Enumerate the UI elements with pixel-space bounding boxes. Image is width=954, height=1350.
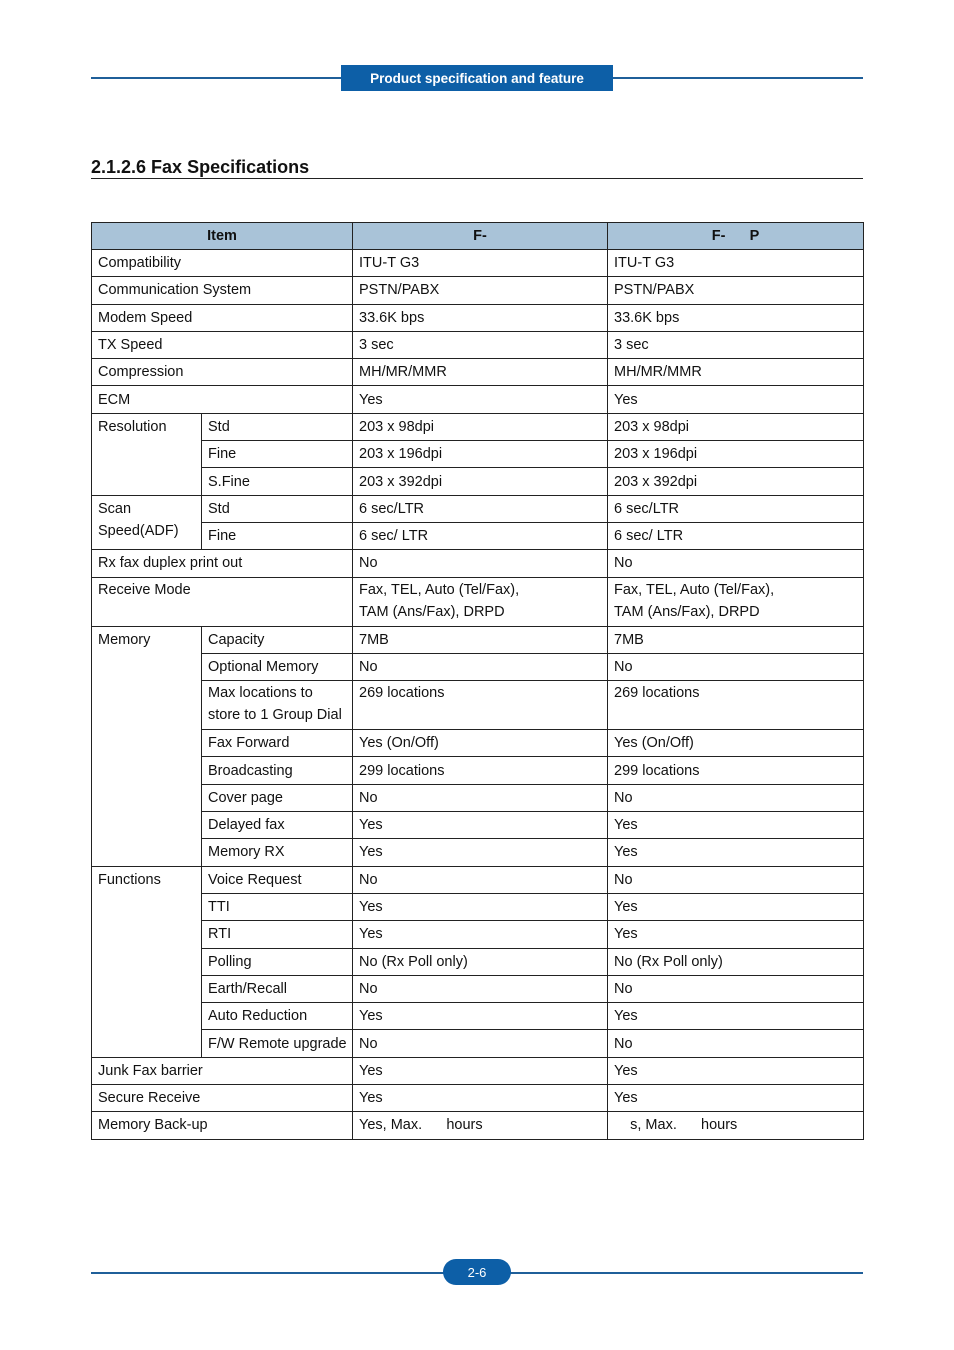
table-row: Optional Memory No No (92, 653, 864, 680)
table-row: Broadcasting 299 locations 299 locations (92, 757, 864, 784)
header-model-a: F- (353, 223, 608, 250)
table-row: Resolution Std 203 x 98dpi 203 x 98dpi (92, 413, 864, 440)
group-label-memory: Memory (92, 626, 202, 866)
table-row: Compatibility ITU-T G3 ITU-T G3 (92, 250, 864, 277)
table-row: Auto Reduction Yes Yes (92, 1003, 864, 1030)
table-row: TTI Yes Yes (92, 893, 864, 920)
table-row: Communication System PSTN/PABX PSTN/PABX (92, 277, 864, 304)
table-row: Cover page No No (92, 784, 864, 811)
table-row: Compression MH/MR/MMR MH/MR/MMR (92, 359, 864, 386)
table-row: Scan Speed(ADF) Std 6 sec/LTR 6 sec/LTR (92, 495, 864, 522)
header-item: Item (92, 223, 353, 250)
table-row: Polling No (Rx Poll only) No (Rx Poll only) (92, 948, 864, 975)
table-row: Functions Voice Request No No (92, 866, 864, 893)
group-label-resolution: Resolution (92, 413, 202, 495)
table-row: TX Speed 3 sec 3 sec (92, 331, 864, 358)
fax-spec-table (91, 222, 864, 1140)
header-model-b: F- P (608, 223, 864, 250)
table-row: Fine 203 x 196dpi 203 x 196dpi (92, 441, 864, 468)
header-title: Product specification and feature (341, 65, 613, 91)
table-row: S.Fine 203 x 392dpi 203 x 392dpi (92, 468, 864, 495)
table-row: Memory RX Yes Yes (92, 839, 864, 866)
table-row: Earth/Recall No No (92, 975, 864, 1002)
table-row: Memory Back-up Yes, Max. hours s, Max. hours (92, 1112, 864, 1139)
table-row: F/W Remote upgrade No No (92, 1030, 864, 1057)
table-row: Max locations to store to 1 Group Dial 269 locations 269 locations (92, 681, 864, 730)
group-label-scan-speed: Scan Speed(ADF) (92, 495, 202, 550)
table-row: Receive Mode Fax, TEL, Auto (Tel/Fax), TAM (Ans/Fax), DRPD Fax, TEL, Auto (Tel/Fax), TAM (Ans/Fax), DRPD (92, 577, 864, 626)
table-row: Fax Forward Yes (On/Off) Yes (On/Off) (92, 730, 864, 757)
group-label-functions: Functions (92, 866, 202, 1057)
table-row: RTI Yes Yes (92, 921, 864, 948)
table-row: Memory Capacity 7MB 7MB (92, 626, 864, 653)
section-title: 2.1.2.6 Fax Specifications (91, 157, 310, 177)
table-row: Secure Receive Yes Yes (92, 1085, 864, 1112)
section-underline (91, 178, 863, 179)
table-row: Junk Fax barrier Yes Yes (92, 1057, 864, 1084)
table-row: Modem Speed 33.6K bps 33.6K bps (92, 304, 864, 331)
table-row: Delayed fax Yes Yes (92, 812, 864, 839)
table-row: ECM Yes Yes (92, 386, 864, 413)
table-header-row (92, 223, 864, 250)
table-row: Fine 6 sec/ LTR 6 sec/ LTR (92, 522, 864, 549)
table-row: Rx fax duplex print out No No (92, 550, 864, 577)
page-number: 2-6 (443, 1259, 511, 1285)
